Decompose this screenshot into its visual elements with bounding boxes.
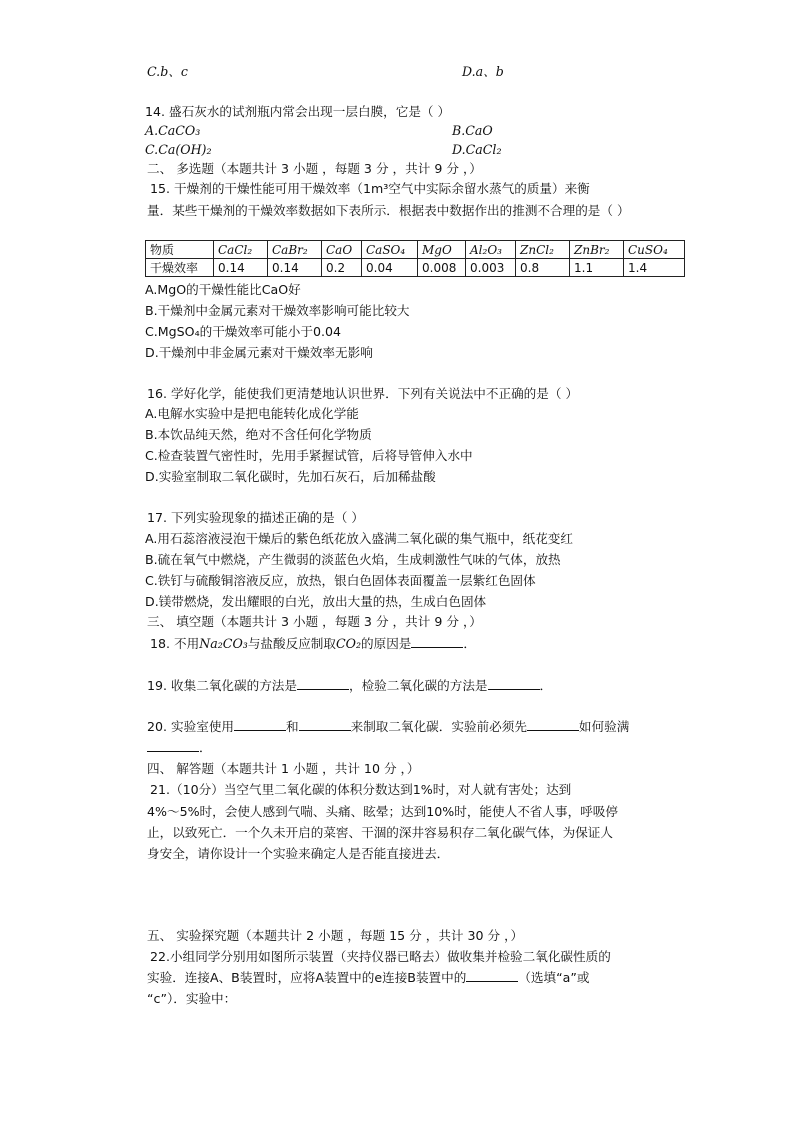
- q22-text: 实验．连接A、B装置时，应将A装置中的e连接B装置中的: [147, 970, 467, 985]
- q13-option-d: D.a、b: [462, 64, 504, 79]
- q14-option-c: C.Ca(OH)₂: [145, 142, 212, 157]
- q18-text: 的原因是: [361, 636, 412, 651]
- table-header-cell: MgO: [418, 241, 466, 259]
- q20-text: 20. 实验室使用: [147, 719, 235, 734]
- q20-answer-blank[interactable]: [234, 719, 286, 731]
- q22-answer-blank[interactable]: [466, 970, 518, 982]
- q17-option-b: B.硫在氧气中燃烧，产生微弱的淡蓝色火焰，生成刺激性气味的气体，放热: [145, 552, 561, 567]
- q22-line3: “c”）．实验中：: [147, 991, 237, 1006]
- table-header-cell: CaBr₂: [268, 241, 322, 259]
- q22-line2: [147, 969, 589, 986]
- q16-option-c: C.检查装置气密性时，先用手紧握试管，后将导管伸入水中: [145, 448, 473, 463]
- q17-option-d: D.镁带燃烧，发出耀眼的白光，放出大量的热，生成白色固体: [145, 594, 487, 609]
- table-header-cell: Al₂O₃: [466, 241, 516, 259]
- section-heading-answer: 四、 解答题（本题共计 1 小题 ，共计 10 分 ，）: [147, 761, 420, 776]
- q20-answer-blank[interactable]: [299, 719, 351, 731]
- q20-text: ．: [199, 740, 212, 755]
- q21-line4: 身安全，请你设计一个实验来确定人是否能直接进去．: [147, 846, 450, 861]
- q17-option-a: A.用石蕊溶液浸泡干燥后的紫色纸花放入盛满二氧化碳的集气瓶中，纸花变红: [145, 531, 573, 546]
- section-heading-fill-in: 三、 填空题（本题共计 3 小题 ，每题 3 分 ，共计 9 分 ，）: [147, 614, 482, 629]
- table-cell: 0.04: [362, 259, 418, 277]
- table-header-cell: ZnCl₂: [516, 241, 570, 259]
- table-cell: 0.8: [516, 259, 570, 277]
- q15-option-d: D.干燥剂中非金属元素对干燥效率无影响: [145, 345, 373, 360]
- table-header-cell: CaCl₂: [214, 241, 268, 259]
- table-header-cell: CaO: [322, 241, 362, 259]
- table-header-cell: ZnBr₂: [570, 241, 624, 259]
- q14-option-a: A.CaCO₃: [145, 123, 201, 138]
- q18-line: [150, 635, 476, 652]
- table-cell: 1.4: [624, 259, 685, 277]
- table-cell: 0.008: [418, 259, 466, 277]
- q18-text: ．: [463, 636, 476, 651]
- table-cell: 1.1: [570, 259, 624, 277]
- q15-stem-line1: 15. 干燥剂的干燥性能可用干燥效率（1m³空气中实际余留水蒸气的质量）来衡: [150, 181, 590, 196]
- q20-answer-blank[interactable]: [527, 719, 579, 731]
- q14-stem: 14. 盛石灰水的试剂瓶内常会出现一层白膜，它是（ ）: [145, 104, 451, 119]
- q19-text: ，检验二氧化碳的方法是: [348, 678, 488, 693]
- q16-option-b: B.本饮品纯天然，绝对不含任何化学物质: [145, 427, 372, 442]
- q20-line2: [147, 739, 212, 756]
- q16-stem: 16. 学好化学，能使我们更清楚地认识世界．下列有关说法中不正确的是（ ）: [147, 386, 579, 401]
- q22-line1: 22.小组同学分别用如图所示装置（夹持仪器已略去）做收集并检验二氧化碳性质的: [150, 949, 611, 964]
- table-cell: 0.2: [322, 259, 362, 277]
- q20-text: 如何验满: [578, 719, 630, 734]
- q14-option-d: D.CaCl₂: [452, 142, 502, 157]
- q15-option-c: C.MgSO₄的干燥效率可能小于0.04: [145, 324, 341, 339]
- q17-option-c: C.铁钉与硫酸铜溶液反应，放热，银白色固体表面覆盖一层紫红色固体: [145, 573, 536, 588]
- q20-text: 来制取二氧化碳．实验前必须先: [350, 719, 527, 734]
- q18-formula-co2: CO₂: [335, 636, 361, 651]
- q19-answer-blank[interactable]: [488, 678, 540, 690]
- q15-stem-line2: 量．某些干燥剂的干燥效率数据如下表所示．根据表中数据作出的推测不合理的是（ ）: [147, 203, 630, 218]
- q14-option-b: B.CaO: [452, 123, 493, 138]
- section-heading-multiple-choice: 二、 多选题（本题共计 3 小题 ，每题 3 分 ，共计 9 分 ，）: [147, 161, 482, 176]
- section-heading-experiment: 五、 实验探究题（本题共计 2 小题 ，每题 15 分 ，共计 30 分 ，）: [147, 928, 524, 943]
- q18-text: 与盐酸反应制取: [247, 636, 336, 651]
- q21-line3: 止，以致死亡．一个久未开启的菜窖、干涸的深井容易积存二氧化碳气体，为保证人: [147, 825, 613, 840]
- table-cell: 0.14: [268, 259, 322, 277]
- drying-efficiency-table: [145, 240, 685, 277]
- q20-answer-blank[interactable]: [147, 740, 199, 752]
- q13-option-c: C.b、c: [147, 64, 188, 79]
- q18-formula-na2co3: Na₂CO₃: [199, 636, 248, 651]
- q19-answer-blank[interactable]: [297, 678, 349, 690]
- table-header-row: [146, 241, 685, 259]
- q18-text: 18. 不用: [150, 636, 200, 651]
- q19-text: 19. 收集二氧化碳的方法是: [147, 678, 297, 693]
- q16-option-d: D.实验室制取二氧化碳时，先加石灰石，后加稀盐酸: [145, 469, 436, 484]
- q22-text: （选填“a”或: [518, 970, 590, 985]
- q20-line1: [147, 718, 629, 735]
- q17-stem: 17. 下列实验现象的描述正确的是（ ）: [147, 510, 364, 525]
- table-header-cell: CuSO₄: [624, 241, 685, 259]
- table-header-cell: CaSO₄: [362, 241, 418, 259]
- q18-answer-blank[interactable]: [411, 636, 463, 648]
- q15-option-b: B.干燥剂中金属元素对干燥效率影响可能比较大: [145, 303, 410, 318]
- q21-line2: 4%～5%时，会使人感到气喘、头痛、眩晕；达到10%时，能使人不省人事，呼吸停: [147, 804, 618, 819]
- table-cell: 0.14: [214, 259, 268, 277]
- table-row: [146, 259, 685, 277]
- q20-text: 和: [286, 719, 299, 734]
- table-header-cell: 物质: [146, 241, 214, 259]
- table-cell: 0.003: [466, 259, 516, 277]
- q21-line1: 21.（10分）当空气里二氧化碳的体积分数达到1%时，对人就有害处；达到: [150, 782, 572, 797]
- table-cell: 干燥效率: [146, 259, 214, 277]
- q19-text: ．: [539, 678, 553, 693]
- q16-option-a: A.电解水实验中是把电能转化成化学能: [145, 406, 359, 421]
- q15-option-a: A.MgO的干燥性能比CaO好: [145, 282, 301, 297]
- q19-line: [147, 677, 552, 694]
